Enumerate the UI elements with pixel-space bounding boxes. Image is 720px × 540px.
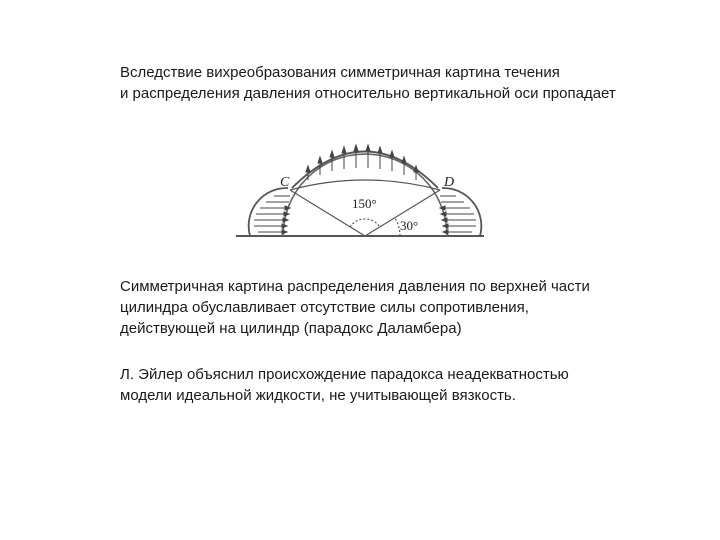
euler-paragraph: [120, 364, 569, 406]
intro-line-2: и распределения давления относительно вертикальной оси пропадает: [120, 85, 616, 102]
intro-paragraph: [120, 62, 616, 104]
symmetry-line-2: цилиндра обуславливает отсутствие силы сопротивления,: [120, 299, 529, 316]
euler-line-1: Л. Эйлер объяснил происхождение парадокса неадекватностью: [120, 366, 569, 383]
pressure-distribution-diagram: [230, 140, 490, 250]
left-arrows: [254, 196, 290, 234]
intro-line-1: Вследствие вихреобразования симметричная картина течения: [120, 64, 560, 81]
symmetry-paragraph: [120, 276, 590, 339]
symmetry-line-3: действующей на цилиндр (парадокс Даламбера): [120, 320, 462, 337]
left-pressure-curve: [249, 188, 288, 236]
label-angle-30: 30°: [400, 218, 419, 233]
symmetry-line-1: Симметричная картина распределения давления по верхней части: [120, 278, 590, 295]
right-arrows: [440, 196, 476, 234]
label-d: D: [444, 175, 455, 190]
label-c: C: [280, 175, 290, 190]
label-angle-150: 150°: [352, 196, 377, 211]
euler-line-2: модели идеальной жидкости, не учитывающей вязкость.: [120, 387, 516, 404]
right-pressure-curve: [442, 188, 481, 236]
